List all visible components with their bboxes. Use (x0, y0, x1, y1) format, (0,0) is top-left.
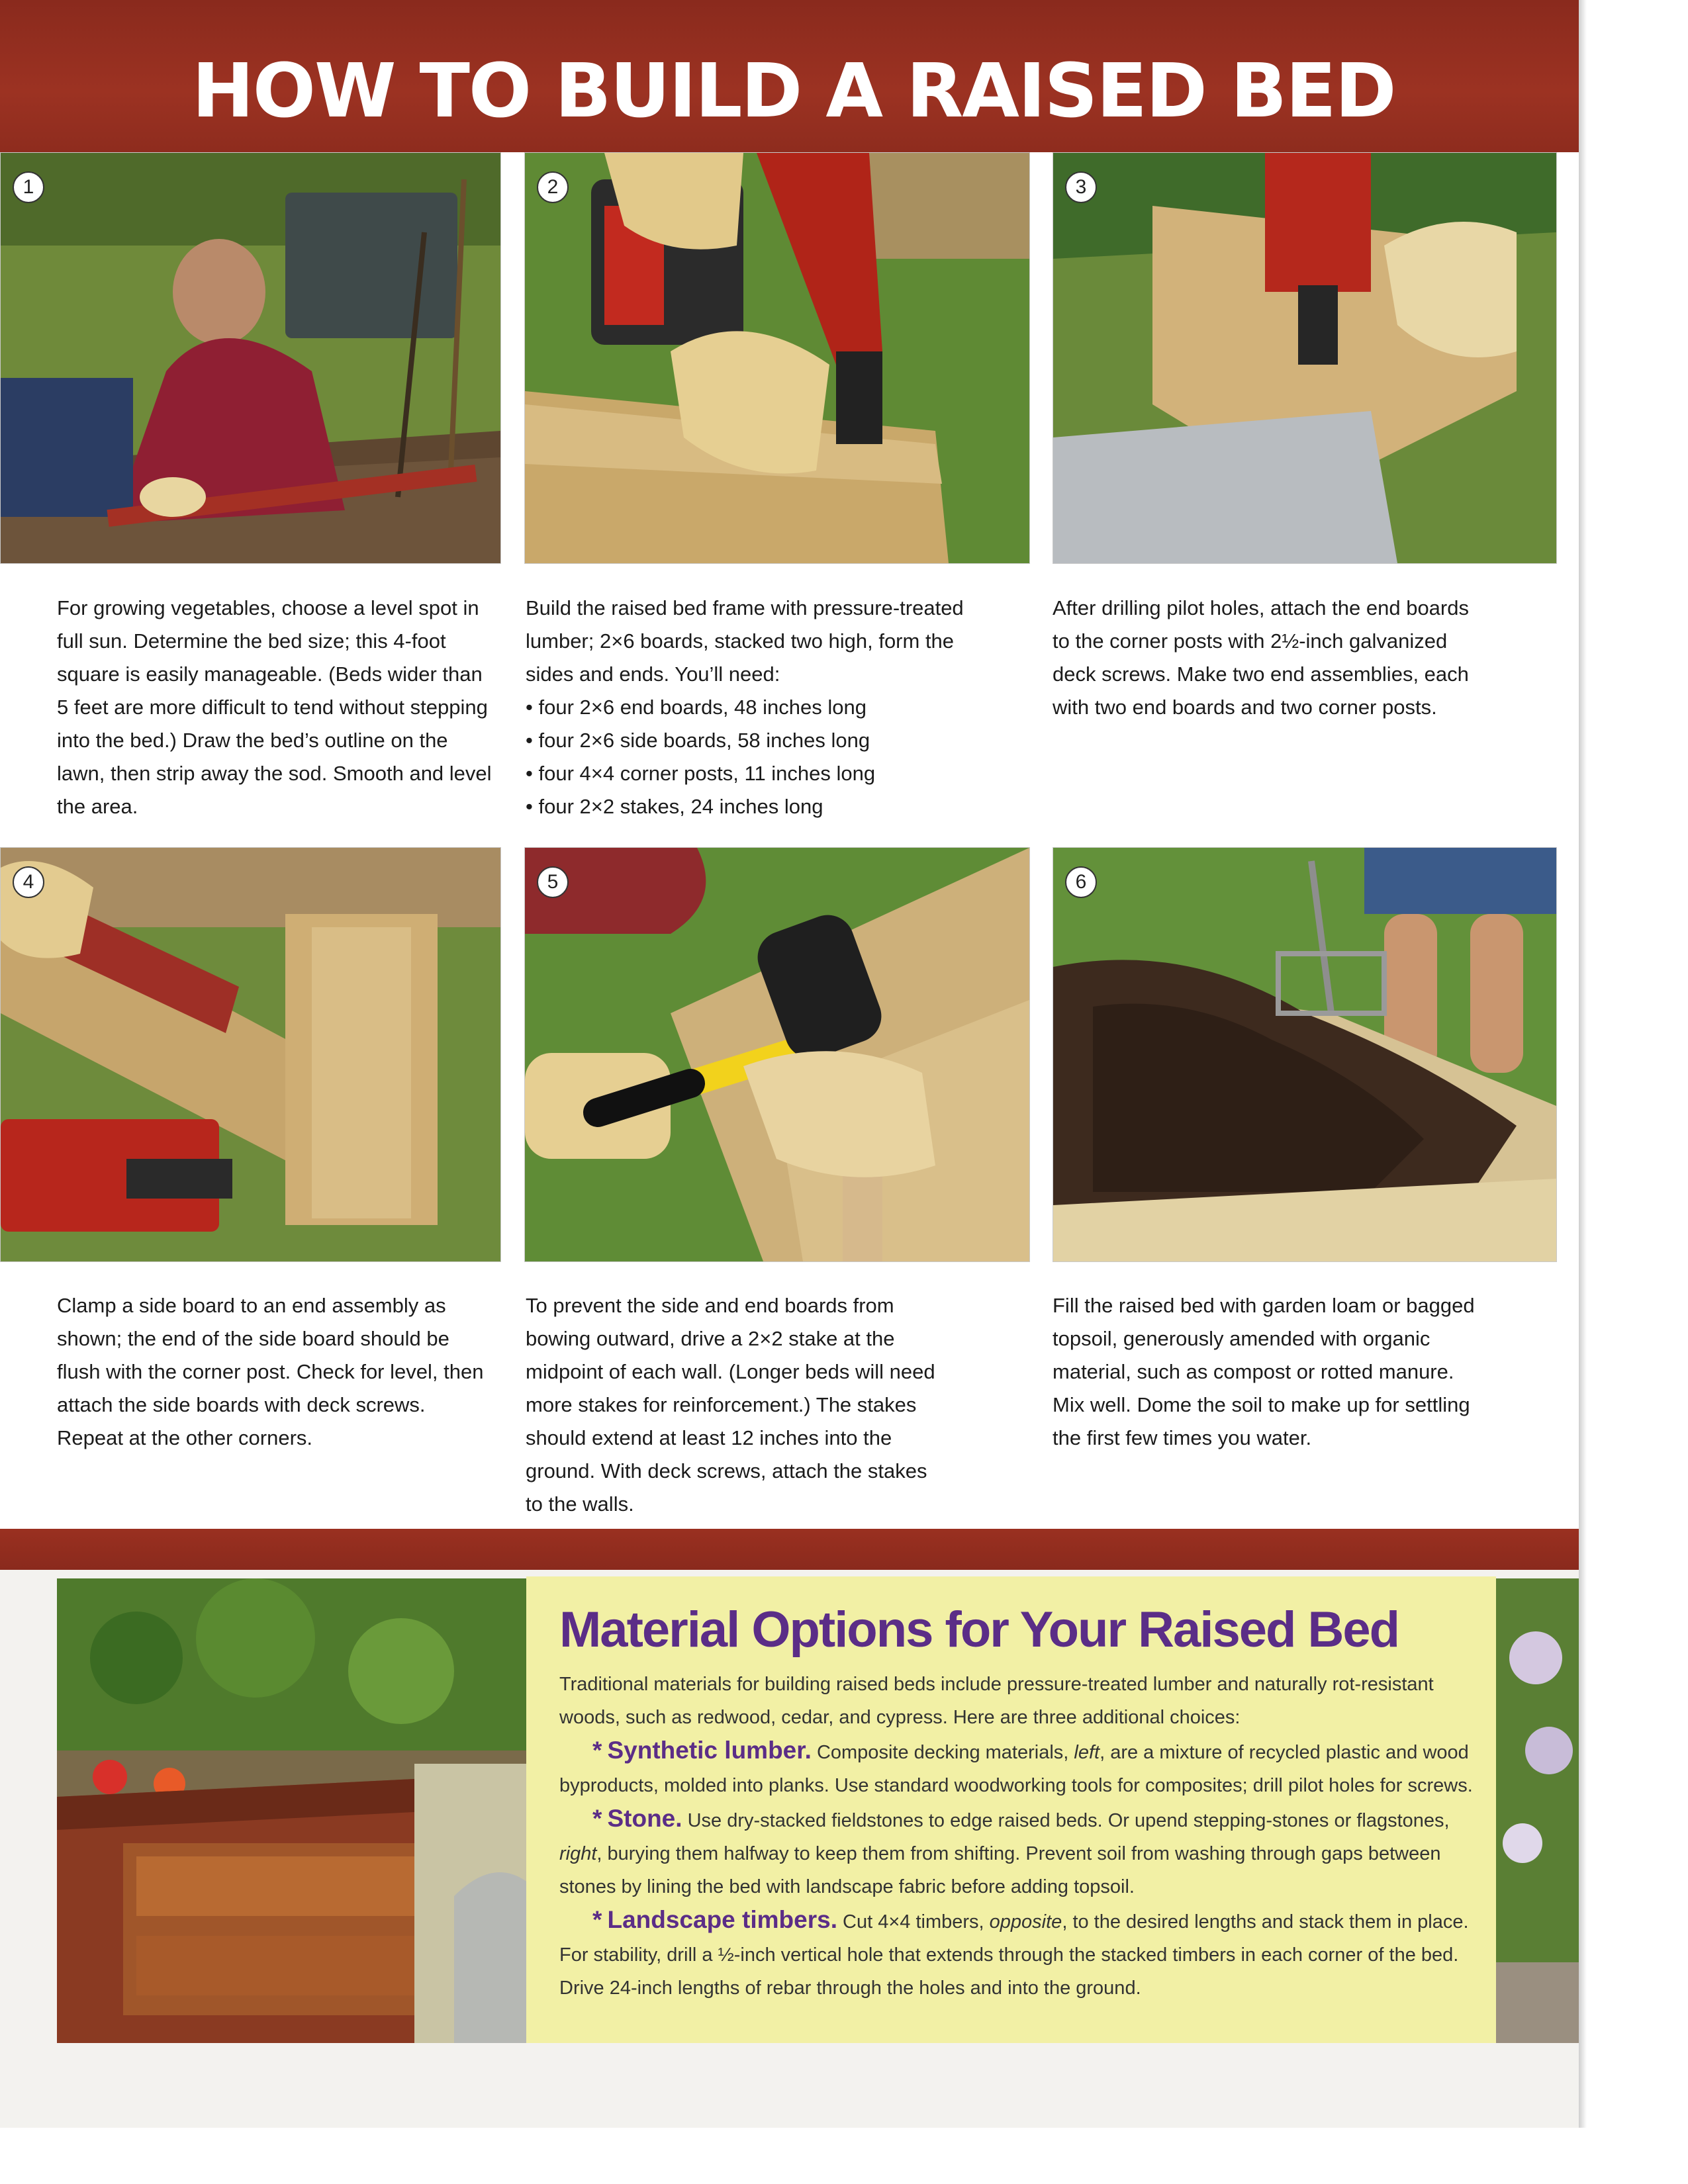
option-synthetic-lumber (559, 1734, 1479, 1802)
step-2-intro: Build the raised bed frame with pressure-treated lumber; 2×6 boards, stacked two high, form the sides and ends. You’ll need: (526, 596, 964, 686)
option-emphasis: right (559, 1843, 597, 1864)
material-options-body (559, 1668, 1479, 2005)
option-name: Synthetic lumber. (607, 1737, 812, 1764)
step-5-text: To prevent the side and end boards from bowing outward, drive a 2×2 stake at the midpoint of each wall. (Longer beds will need more stakes for reinforcement.) The stakes should extend at least 12 inches into the ground. With deck screws, attach the stakes to the walls. (526, 1294, 935, 1516)
option-text: Use dry-stacked fieldstones to edge raised beds. Or upend stepping-stones or flagstones, (687, 1810, 1450, 1831)
step-2-photo (524, 152, 1030, 564)
option-emphasis: left (1074, 1742, 1100, 1763)
step-1-photo (0, 152, 501, 564)
step-4-number-badge: 4 (13, 866, 44, 898)
option-text: , are a mixture of recycled plastic and wood byproducts, molded into planks. Use standard woodworking tools for composites; drill pilot holes for screws. (559, 1742, 1473, 1796)
asterisk-bullet-icon: * (592, 1737, 602, 1764)
option-stone (559, 1802, 1479, 1903)
step-2-materials-list (526, 691, 969, 823)
option-name: Landscape timbers. (607, 1906, 837, 1933)
list-item: • four 2×2 stakes, 24 inches long (526, 790, 969, 823)
step-6-number-badge: 6 (1065, 866, 1097, 898)
step-5-number-badge: 5 (537, 866, 569, 898)
list-item: • four 2×6 side boards, 58 inches long (526, 724, 969, 757)
option-emphasis: opposite (989, 1911, 1062, 1933)
step-3-number-badge: 3 (1065, 171, 1097, 203)
option-text: Composite decking materials, (816, 1742, 1074, 1763)
step-1-number-badge: 1 (13, 171, 44, 203)
composite-raised-bed-photo (57, 1578, 528, 2043)
asterisk-bullet-icon: * (592, 1906, 602, 1933)
step-4-photo (0, 847, 501, 1262)
stone-border-photo-strip (1496, 1578, 1579, 2043)
material-options-heading: Material Options for Your Raised Bed (559, 1602, 1399, 1658)
step-3-text: After drilling pilot holes, attach the end boards to the corner posts with 2½-inch galvanized deck screws. Make two end assemblies, each with two end boards and two corner posts. (1053, 596, 1469, 719)
step-1-text: For growing vegetables, choose a level spot in full sun. Determine the bed size; this 4-foot square is easily manageable. (Beds wider than 5 feet are more difficult to tend without stepping into the bed.) Draw the bed’s outline on the lawn, then strip away the sod. Smooth and level the area. (57, 596, 492, 818)
option-text: Cut 4×4 timbers, (843, 1911, 990, 1933)
step-2-number-badge: 2 (537, 171, 569, 203)
step-4-text: Clamp a side board to an end assembly as shown; the end of the side board should be flush with the corner post. Check for level, then attach the side boards with deck screws. Repeat at the other corners. (57, 1294, 484, 1449)
step-3-photo (1053, 152, 1557, 564)
step-6-photo (1053, 847, 1557, 1262)
option-landscape-timbers (559, 1903, 1479, 2005)
option-name: Stone. (607, 1805, 682, 1832)
step-6-text: Fill the raised bed with garden loam or bagged topsoil, generously amended with organic material, such as compost or rotted manure. Mix well. Dome the soil to make up for settling the first few times you water. (1053, 1294, 1475, 1449)
material-options-intro: Traditional materials for building raised beds include pressure-treated lumber and naturally rot-resistant woods, such as redwood, cedar, and cypress. Here are three additional choices: (559, 1674, 1434, 1728)
asterisk-bullet-icon: * (592, 1805, 602, 1832)
step-5-photo (524, 847, 1030, 1262)
section-divider-band (0, 1529, 1579, 1570)
page-edge (1579, 0, 1587, 2128)
page-title: HOW TO BUILD A RAISED BED (192, 48, 1395, 134)
option-text: , to the desired lengths and stack them in place. For stability, drill a ½-inch vertical hole that extends through the stacked timbers in each corner of the bed. Drive 24-inch lengths of rebar through the holes and into the ground. (559, 1911, 1469, 1999)
option-text: , burying them halfway to keep them from shifting. Prevent soil from washing through gaps between stones by lining the bed with landscape fabric before adding topsoil. (559, 1843, 1441, 1897)
list-item: • four 4×4 corner posts, 11 inches long (526, 757, 969, 790)
step-2-text (526, 592, 969, 823)
list-item: • four 2×6 end boards, 48 inches long (526, 691, 969, 724)
